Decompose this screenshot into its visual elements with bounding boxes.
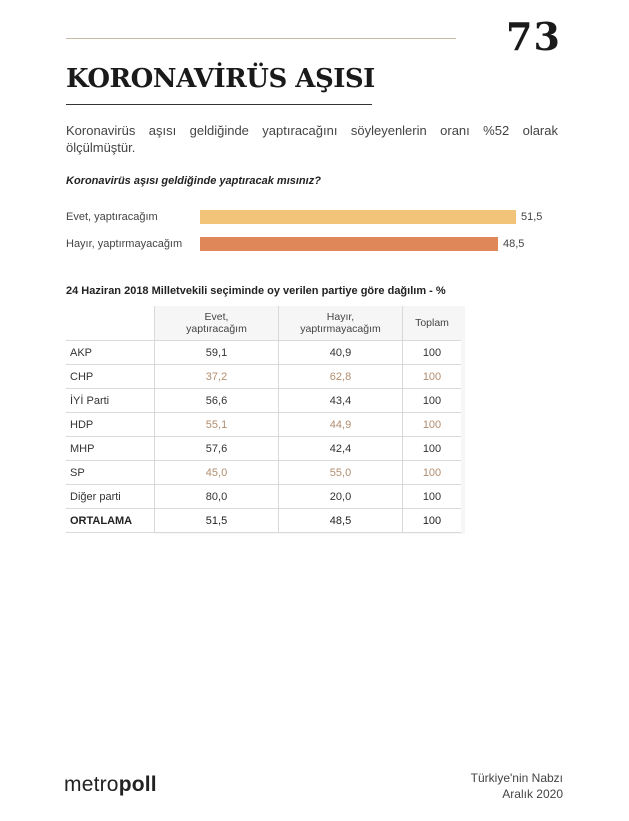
bar-value-label: 48,5 bbox=[503, 238, 525, 250]
table-row bbox=[66, 365, 461, 389]
row-no-value: 55,0 bbox=[279, 461, 403, 485]
row-no-value: 20,0 bbox=[279, 485, 403, 509]
header-no: Hayır, yaptırmayacağım bbox=[279, 306, 403, 341]
row-party: AKP bbox=[66, 341, 155, 365]
row-party: ORTALAMA bbox=[66, 509, 155, 533]
row-total-value: 100 bbox=[403, 413, 462, 437]
table-row bbox=[66, 485, 461, 509]
row-total-value: 100 bbox=[403, 389, 462, 413]
table-row bbox=[66, 437, 461, 461]
row-yes-value: 57,6 bbox=[155, 437, 279, 461]
row-yes-value: 80,0 bbox=[155, 485, 279, 509]
table-row bbox=[66, 341, 461, 365]
row-total-value: 100 bbox=[403, 461, 462, 485]
party-breakdown-table bbox=[66, 306, 461, 533]
row-party: İYİ Parti bbox=[66, 389, 155, 413]
row-no-value: 62,8 bbox=[279, 365, 403, 389]
table-title: 24 Haziran 2018 Milletvekili seçiminde oy verilen partiye göre dağılım - % bbox=[66, 285, 446, 297]
table-row bbox=[66, 509, 461, 533]
row-yes-value: 55,1 bbox=[155, 413, 279, 437]
logo-text-metro: metro bbox=[64, 773, 119, 796]
row-total-value: 100 bbox=[403, 509, 462, 533]
top-rule bbox=[66, 38, 456, 39]
bar-value-label: 51,5 bbox=[521, 211, 543, 223]
row-total-value: 100 bbox=[403, 437, 462, 461]
table-header-row bbox=[66, 306, 461, 341]
title-underline bbox=[66, 104, 372, 105]
row-total-value: 100 bbox=[403, 365, 462, 389]
row-total-value: 100 bbox=[403, 485, 462, 509]
row-no-value: 44,9 bbox=[279, 413, 403, 437]
row-no-value: 48,5 bbox=[279, 509, 403, 533]
bar bbox=[200, 237, 498, 251]
footer-line2: Aralık 2020 bbox=[502, 787, 563, 801]
row-party: HDP bbox=[66, 413, 155, 437]
row-party: SP bbox=[66, 461, 155, 485]
table-row bbox=[66, 389, 461, 413]
row-yes-value: 59,1 bbox=[155, 341, 279, 365]
row-yes-value: 56,6 bbox=[155, 389, 279, 413]
row-yes-value: 37,2 bbox=[155, 365, 279, 389]
row-party: MHP bbox=[66, 437, 155, 461]
logo-text-poll: poll bbox=[118, 773, 157, 796]
survey-question: Koronavirüs aşısı geldiğinde yaptıracak mısınız? bbox=[66, 175, 321, 187]
row-no-value: 40,9 bbox=[279, 341, 403, 365]
footer bbox=[471, 770, 563, 802]
metropoll-logo bbox=[64, 773, 157, 797]
footer-line1: Türkiye'nin Nabzı bbox=[470, 771, 563, 785]
row-yes-value: 45,0 bbox=[155, 461, 279, 485]
header-total: Toplam bbox=[403, 306, 462, 341]
row-party: Diğer parti bbox=[66, 485, 155, 509]
table-row bbox=[66, 413, 461, 437]
row-party: CHP bbox=[66, 365, 155, 389]
table-row bbox=[66, 461, 461, 485]
row-yes-value: 51,5 bbox=[155, 509, 279, 533]
header-party bbox=[66, 306, 155, 341]
bar-label: Evet, yaptıracağım bbox=[66, 211, 158, 223]
bar-label: Hayır, yaptırmayacağım bbox=[66, 238, 183, 250]
row-no-value: 42,4 bbox=[279, 437, 403, 461]
row-total-value: 100 bbox=[403, 341, 462, 365]
intro-paragraph: Koronavirüs aşısı geldiğinde yaptıracağını söyleyenlerin oranı %52 olarak ölçülmüştür. bbox=[66, 123, 558, 155]
row-no-value: 43,4 bbox=[279, 389, 403, 413]
header-yes: Evet, yaptıracağım bbox=[155, 306, 279, 341]
bar bbox=[200, 210, 516, 224]
page-number: 73 bbox=[506, 14, 561, 59]
page-title: KORONAVİRÜS AŞISI bbox=[66, 64, 375, 94]
